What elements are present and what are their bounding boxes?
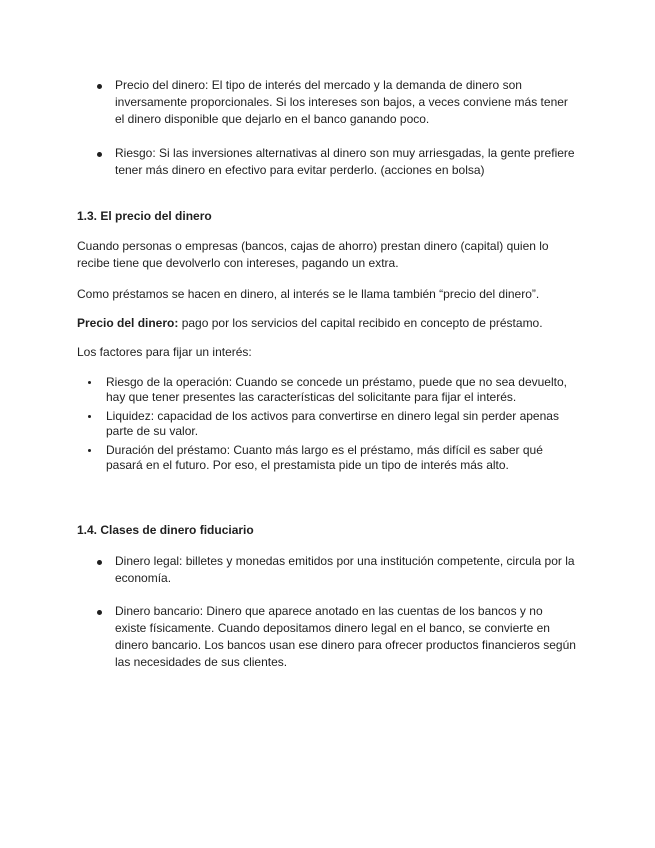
list-item (77, 77, 577, 128)
bullet-icon (97, 84, 102, 89)
paragraph: Cuando personas o empresas (bancos, cajas de ahorro) prestan dinero (capital) quien lo recibe tiene que devolverlo con intereses, pagando un extra. (77, 239, 549, 270)
bullet-icon (97, 560, 102, 565)
factors-list (77, 375, 582, 473)
bullet-icon (97, 152, 102, 157)
list-item (77, 409, 582, 439)
section-heading-1-3: 1.3. El precio del dinero (77, 209, 212, 223)
bullet-icon (88, 381, 91, 384)
list-item (77, 603, 577, 671)
bullet-text: Riesgo: Si las inversiones alternativas al dinero son muy arriesgadas, la gente prefiere tener más dinero en efectivo para evitar perderlo. (acciones en bolsa) (115, 146, 575, 177)
list-item (77, 375, 582, 405)
factor-text: Riesgo de la operación: Cuando se concede un préstamo, puede que no sea devuelto, hay que tener presentes las características del solicitante para fijar el interés. (106, 375, 567, 404)
bullet-text: Dinero legal: billetes y monedas emitidos por una institución competente, circula por la economía. (115, 554, 575, 585)
bullet-icon (97, 610, 102, 615)
bullet-icon (88, 415, 91, 418)
definition-paragraph (77, 315, 582, 332)
fiduciary-bullet-list (77, 553, 577, 587)
fiduciary-bullet-list-2 (77, 603, 577, 671)
bullet-icon (88, 449, 91, 452)
factor-text: Duración del préstamo: Cuanto más largo es el préstamo, más difícil es saber qué pasará en el futuro. Por eso, el prestamista pide un tipo de interés más alto. (106, 443, 543, 472)
top-bullet-list (77, 77, 577, 128)
list-item (77, 553, 577, 587)
list-item (77, 443, 582, 473)
paragraph: Como préstamos se hacen en dinero, al interés se le llama también “precio del dinero”. (77, 287, 540, 301)
bullet-text: Dinero bancario: Dinero que aparece anotado en las cuentas de los bancos y no existe físicamente. Cuando depositamos dinero legal en el banco, se convierte en dinero bancario. Los bancos usan ese dinero para ofrecer productos financieros según las necesidades de sus clientes. (115, 604, 576, 669)
top-bullet-list-2 (77, 145, 577, 179)
definition-term: Precio del dinero: (77, 316, 179, 330)
paragraph: Los factores para fijar un interés: (77, 345, 252, 359)
bullet-text: Precio del dinero: El tipo de interés del mercado y la demanda de dinero son inversamente proporcionales. Si los intereses son bajos, a veces conviene más tener el dinero disponible que dejarlo en el banco ganando poco. (115, 78, 568, 126)
definition-text: pago por los servicios del capital recibido en concepto de préstamo. (178, 316, 543, 330)
factor-text: Liquidez: capacidad de los activos para convertirse en dinero legal sin perder apenas parte de su valor. (106, 409, 559, 438)
list-item (77, 145, 577, 179)
section-heading-1-4: 1.4. Clases de dinero fiduciario (77, 523, 254, 537)
